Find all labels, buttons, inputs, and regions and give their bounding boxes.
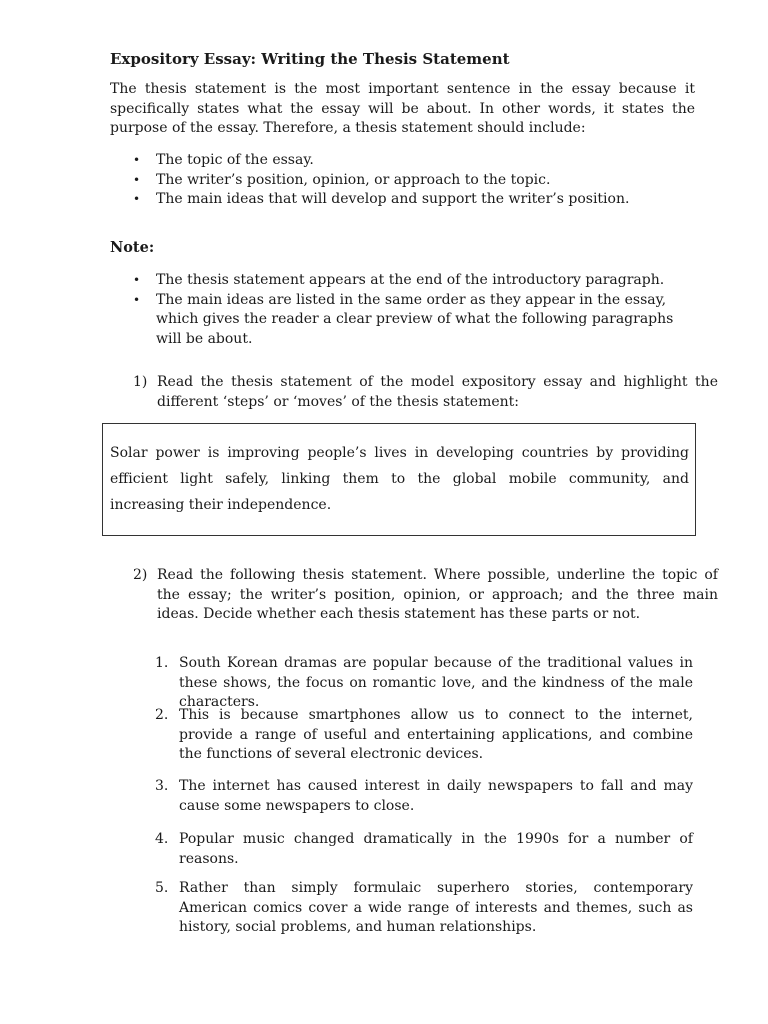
question-number: 1) (133, 374, 148, 390)
list-item: • The main ideas that will develop and support the writer’s position. (110, 190, 695, 210)
list-item: • The writer’s position, opinion, or approach to the topic. (110, 171, 695, 191)
statement-text: South Korean dramas are popular because of the traditional values in these shows, the focus on romantic love, and the kindness of the male characters. (179, 655, 693, 710)
intro-paragraph: The thesis statement is the most important sentence in the essay because it specifically states what the essay will be about. In other words, it states the purpose of the essay. Therefore, a thesis statement should include: (110, 81, 695, 136)
bullet-icon: • (133, 292, 141, 307)
page-title: Expository Essay: Writing the Thesis Statement (110, 50, 510, 68)
statement-number: 3. (155, 778, 169, 794)
statement-text: Popular music changed dramatically in the 1990s for a number of reasons. (179, 831, 693, 867)
question-number: 2) (133, 567, 148, 583)
statement-text: This is because smartphones allow us to connect to the internet, provide a range of useful and entertaining applications, and combine the functions of several electronic devices. (179, 707, 693, 762)
bullet-icon: • (133, 153, 141, 167)
include-list (110, 151, 695, 210)
note-list (110, 271, 700, 349)
bullet-icon: • (133, 273, 141, 287)
list-item: • The thesis statement appears at the end of the introductory paragraph. (110, 271, 700, 291)
note-heading: Note: (110, 239, 155, 256)
question-text: Read the following thesis statement. Where possible, underline the topic of the essay; the writer’s position, opinion, or approach; and the three main ideas. Decide whether each thesis statement has these parts or not. (157, 567, 718, 622)
list-item: • The main ideas are listed in the same order as they appear in the essay, which gives the reader a clear preview of what the following paragraphs will be about. (133, 291, 674, 347)
statement-number: 4. (155, 831, 169, 847)
statement-number: 5. (155, 880, 169, 896)
statement-text: Rather than simply formulaic superhero stories, contemporary American comics cover a wide range of interests and themes, such as history, social problems, and human relationships. (179, 880, 693, 935)
bullet-icon: • (133, 192, 141, 206)
statement-number: 1. (155, 655, 169, 671)
model-thesis-box: Solar power is improving people’s lives in developing countries by providing efficient light safely, linking them to the global mobile community, and increasing their independence. (102, 423, 696, 536)
statement-text: The internet has caused interest in daily newspapers to fall and may cause some newspapers to close. (179, 778, 693, 814)
statement-number: 2. (155, 707, 169, 723)
list-item: • The topic of the essay. (110, 151, 695, 171)
bullet-icon: • (133, 172, 141, 187)
question-text: Read the thesis statement of the model expository essay and highlight the different ‘steps’ or ‘moves’ of the thesis statement: (157, 374, 718, 410)
